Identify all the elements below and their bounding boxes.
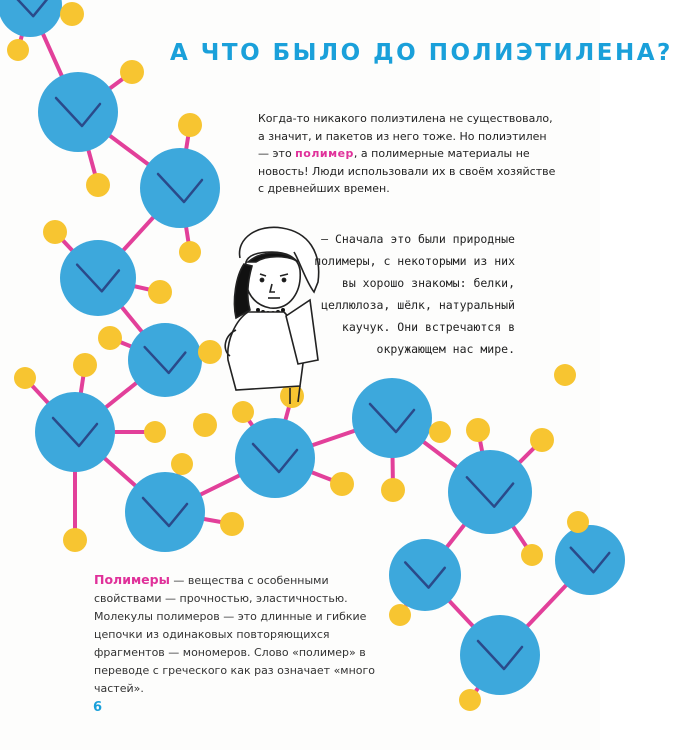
atom-dot bbox=[43, 220, 67, 244]
intro-paragraph bbox=[258, 110, 558, 198]
molecule-monomer bbox=[0, 0, 62, 37]
atom-dot bbox=[148, 280, 172, 304]
definition-paragraph bbox=[94, 571, 394, 698]
molecule-monomer bbox=[38, 72, 118, 152]
molecule-monomer bbox=[352, 378, 432, 458]
page-number: 6 bbox=[93, 700, 103, 715]
atom-dot bbox=[179, 241, 201, 263]
molecule-monomer bbox=[125, 472, 205, 552]
atom-dot bbox=[459, 689, 481, 711]
intro-keyword-polymer: полимер bbox=[295, 147, 354, 160]
atom-dot bbox=[466, 418, 490, 442]
atom-dot bbox=[232, 401, 254, 423]
atom-dot bbox=[178, 113, 202, 137]
intro-text-start: Когда-то никакого полиэтилена не существовало, а значит, и пакетов из него тоже. Но полиэтилен — это bbox=[258, 112, 553, 160]
molecule-monomer bbox=[448, 450, 532, 534]
atom-dot bbox=[429, 421, 451, 443]
molecule-monomer bbox=[460, 615, 540, 695]
definition-text: — вещества с особенными свойствами — прочностью, эластичностью. Молекулы полимеров — это длинные и гибкие цепочки из одинаковых повторяющихся фрагментов — мономеров. Слово «полимер» в переводе с греческого как раз означает «много частей». bbox=[94, 574, 376, 695]
molecule-monomer bbox=[60, 240, 136, 316]
molecule-monomer bbox=[555, 525, 625, 595]
molecule-monomer bbox=[140, 148, 220, 228]
atom-dot bbox=[120, 60, 144, 84]
molecule-monomer bbox=[128, 323, 202, 397]
character-speech: – Сначала это были природные полимеры, с некоторыми из них вы хорошо знакомы: белки, целлюлоза, шёлк, натуральный каучук. Они встречаются в окружающем нас мире. bbox=[314, 232, 515, 356]
atom-dot bbox=[554, 364, 576, 386]
atom-dot bbox=[381, 478, 405, 502]
intro-text-end: , а полимерные материалы не новость! Люди использовали их в своём хозяйстве с древнейших времен. bbox=[258, 147, 556, 195]
atom-dot bbox=[98, 326, 122, 350]
atom-dot bbox=[530, 428, 554, 452]
atom-dot bbox=[567, 511, 589, 533]
atom-dot bbox=[330, 472, 354, 496]
molecule-monomer bbox=[389, 539, 461, 611]
atom-dot bbox=[60, 2, 84, 26]
atom-dot bbox=[521, 544, 543, 566]
atom-dot bbox=[63, 528, 87, 552]
atom-dot bbox=[198, 340, 222, 364]
definition-keyword: Полимеры bbox=[94, 572, 170, 587]
atom-dot bbox=[7, 39, 29, 61]
molecule-monomer bbox=[35, 392, 115, 472]
page-title: А ЧТО БЫЛО ДО ПОЛИЭТИЛЕНА? bbox=[170, 40, 673, 66]
atom-dot bbox=[171, 453, 193, 475]
molecule-monomer bbox=[235, 418, 315, 498]
atom-dot bbox=[144, 421, 166, 443]
atom-dot bbox=[193, 413, 217, 437]
atom-dot bbox=[220, 512, 244, 536]
atom-dot bbox=[73, 353, 97, 377]
atom-dot bbox=[86, 173, 110, 197]
atom-dot bbox=[14, 367, 36, 389]
